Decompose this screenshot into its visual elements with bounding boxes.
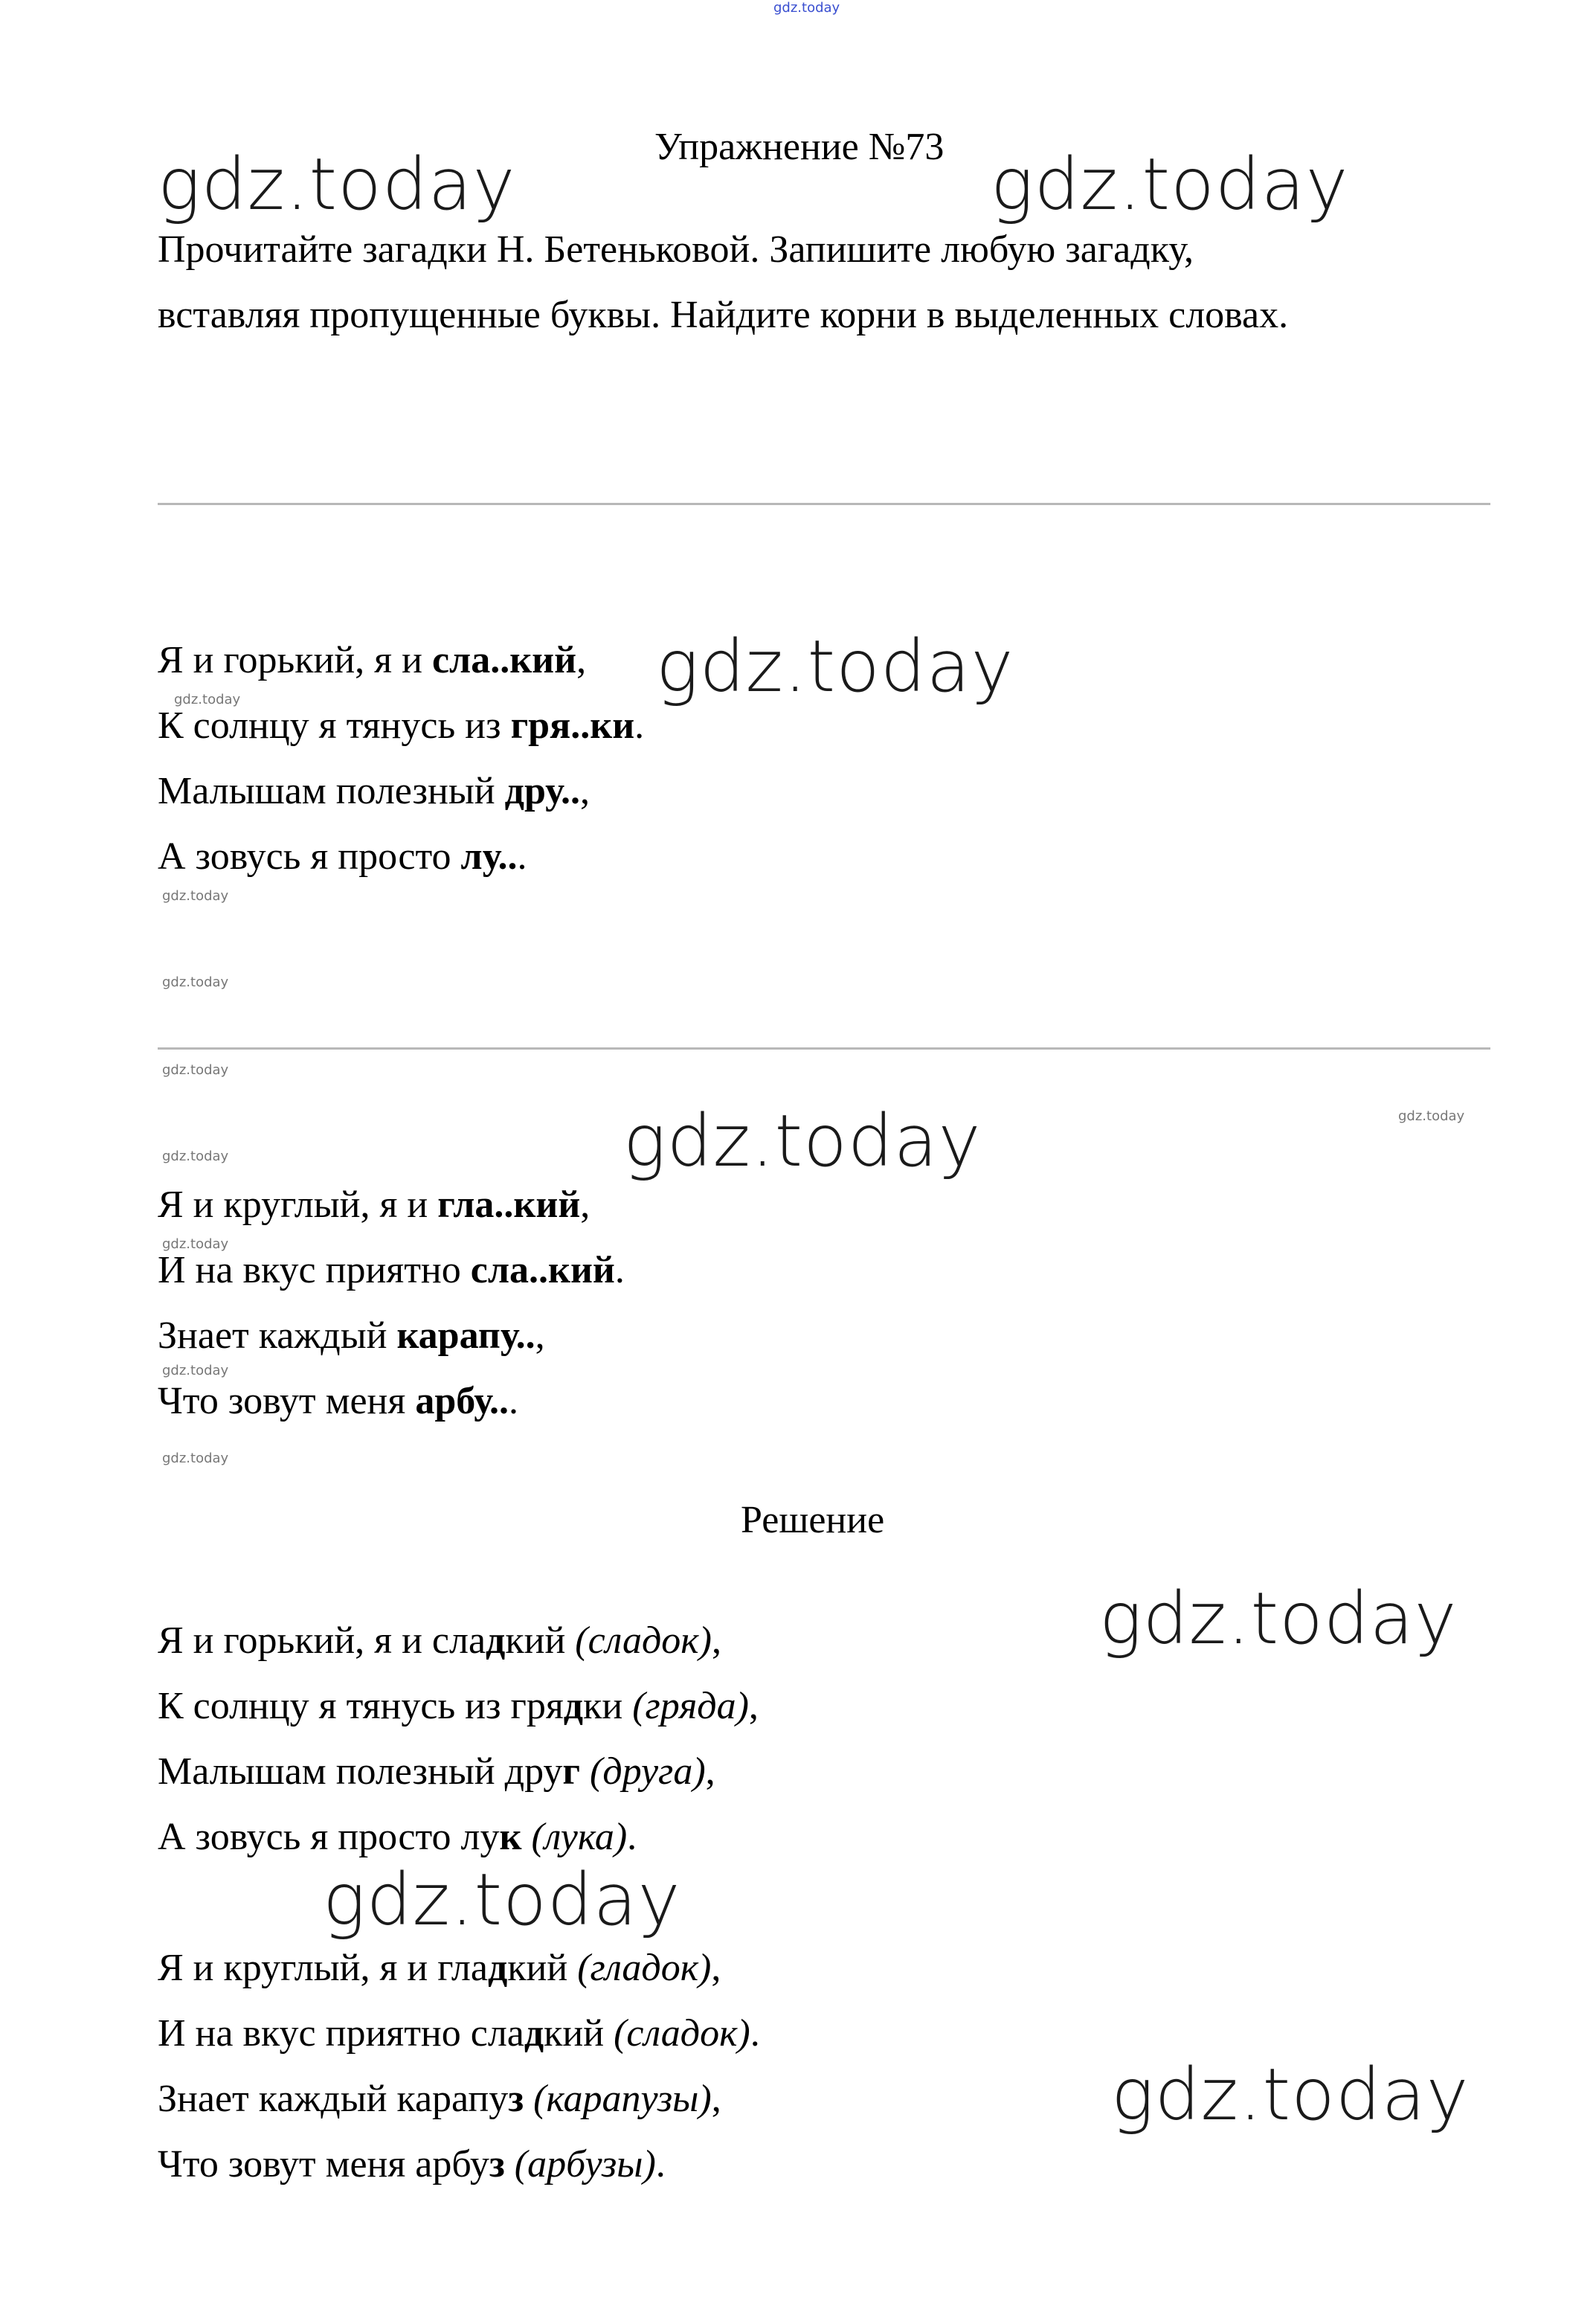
watermark-large: gdz.today (1099, 1577, 1458, 1660)
highlighted-word: арбу.. (415, 1380, 509, 1422)
solution-heading: Решение (741, 1499, 885, 1541)
top-watermark: gdz.today (773, 0, 840, 16)
highlighted-word: лу.. (460, 835, 518, 878)
watermark-small: gdz.today (162, 1149, 229, 1164)
root-letter: д (487, 1947, 508, 1989)
divider (158, 503, 1490, 505)
riddle-line: Что зовут меня арбу... (158, 1380, 519, 1422)
solution-line: К солнцу я тянусь из грядки (гряда), (158, 1685, 759, 1727)
root-letter: г (562, 1750, 581, 1793)
root-form: (сладок) (575, 1619, 712, 1662)
root-letter: д (524, 2012, 544, 2055)
watermark-small: gdz.today (1398, 1108, 1465, 1124)
solution-line: Я и круглый, я и гладкий (гладок), (158, 1947, 721, 1989)
root-letter: к (499, 1816, 522, 1858)
riddle-line: Я и горький, я и сла..кий, (158, 639, 587, 681)
watermark-large: gdz.today (623, 1099, 982, 1183)
highlighted-word: гла..кий (437, 1183, 581, 1226)
solution-line: И на вкус приятно сладкий (сладок). (158, 2012, 760, 2055)
watermark-large: gdz.today (1111, 2053, 1470, 2136)
watermark-small: gdz.today (174, 692, 241, 707)
root-letter: д (486, 1619, 506, 1662)
watermark-small: gdz.today (162, 974, 229, 990)
watermark-small: gdz.today (162, 888, 229, 904)
root-form: (арбузы) (514, 2143, 656, 2185)
root-letter: з (489, 2143, 505, 2185)
highlighted-word: гря..ки (510, 704, 635, 747)
highlighted-word: карапу.. (396, 1314, 535, 1357)
watermark-large: gdz.today (323, 1858, 681, 1942)
instruction-line: вставляя пропущенные буквы. Найдите корни в выделенных словах. (158, 294, 1289, 336)
watermark-small: gdz.today (162, 1451, 229, 1466)
solution-line: А зовусь я просто лук (лука). (158, 1816, 637, 1858)
watermark-large: gdz.today (158, 143, 516, 226)
solution-line: Я и горький, я и сладкий (сладок), (158, 1619, 721, 1662)
riddle-line: И на вкус приятно сла..кий. (158, 1249, 625, 1291)
solution-line: Знает каждый карапуз (карапузы), (158, 2078, 721, 2120)
instruction-line: Прочитайте загадки Н. Бетеньковой. Запишите любую загадку, (158, 228, 1194, 271)
riddle-line: Знает каждый карапу.., (158, 1314, 545, 1357)
solution-line: Что зовут меня арбуз (арбузы). (158, 2143, 666, 2185)
highlighted-word: дру.. (504, 770, 580, 812)
watermark-small: gdz.today (162, 1236, 229, 1252)
riddle-line: К солнцу я тянусь из гря..ки. (158, 704, 645, 747)
solution-line: Малышам полезный друг (друга), (158, 1750, 715, 1793)
root-form: (карапузы) (533, 2078, 712, 2120)
root-letter: д (563, 1685, 584, 1727)
riddle-line: Малышам полезный дру.., (158, 770, 590, 812)
watermark-small: gdz.today (162, 1363, 229, 1378)
watermark-large: gdz.today (991, 143, 1349, 226)
riddle-line: Я и круглый, я и гла..кий, (158, 1183, 591, 1226)
root-form: (друга) (590, 1750, 706, 1793)
root-letter: з (508, 2078, 524, 2120)
riddle-line: А зовусь я просто лу... (158, 835, 527, 878)
root-form: (гладок) (577, 1947, 712, 1989)
root-form: (сладок) (614, 2012, 750, 2055)
divider (158, 1047, 1490, 1050)
highlighted-word: сла..кий (431, 639, 577, 681)
watermark-large: gdz.today (656, 625, 1014, 708)
watermark-small: gdz.today (162, 1062, 229, 1078)
root-form: (гряда) (632, 1685, 749, 1727)
highlighted-word: сла..кий (470, 1249, 615, 1291)
exercise-title: Упражнение №73 (654, 126, 945, 168)
root-form: (лука) (531, 1816, 628, 1858)
